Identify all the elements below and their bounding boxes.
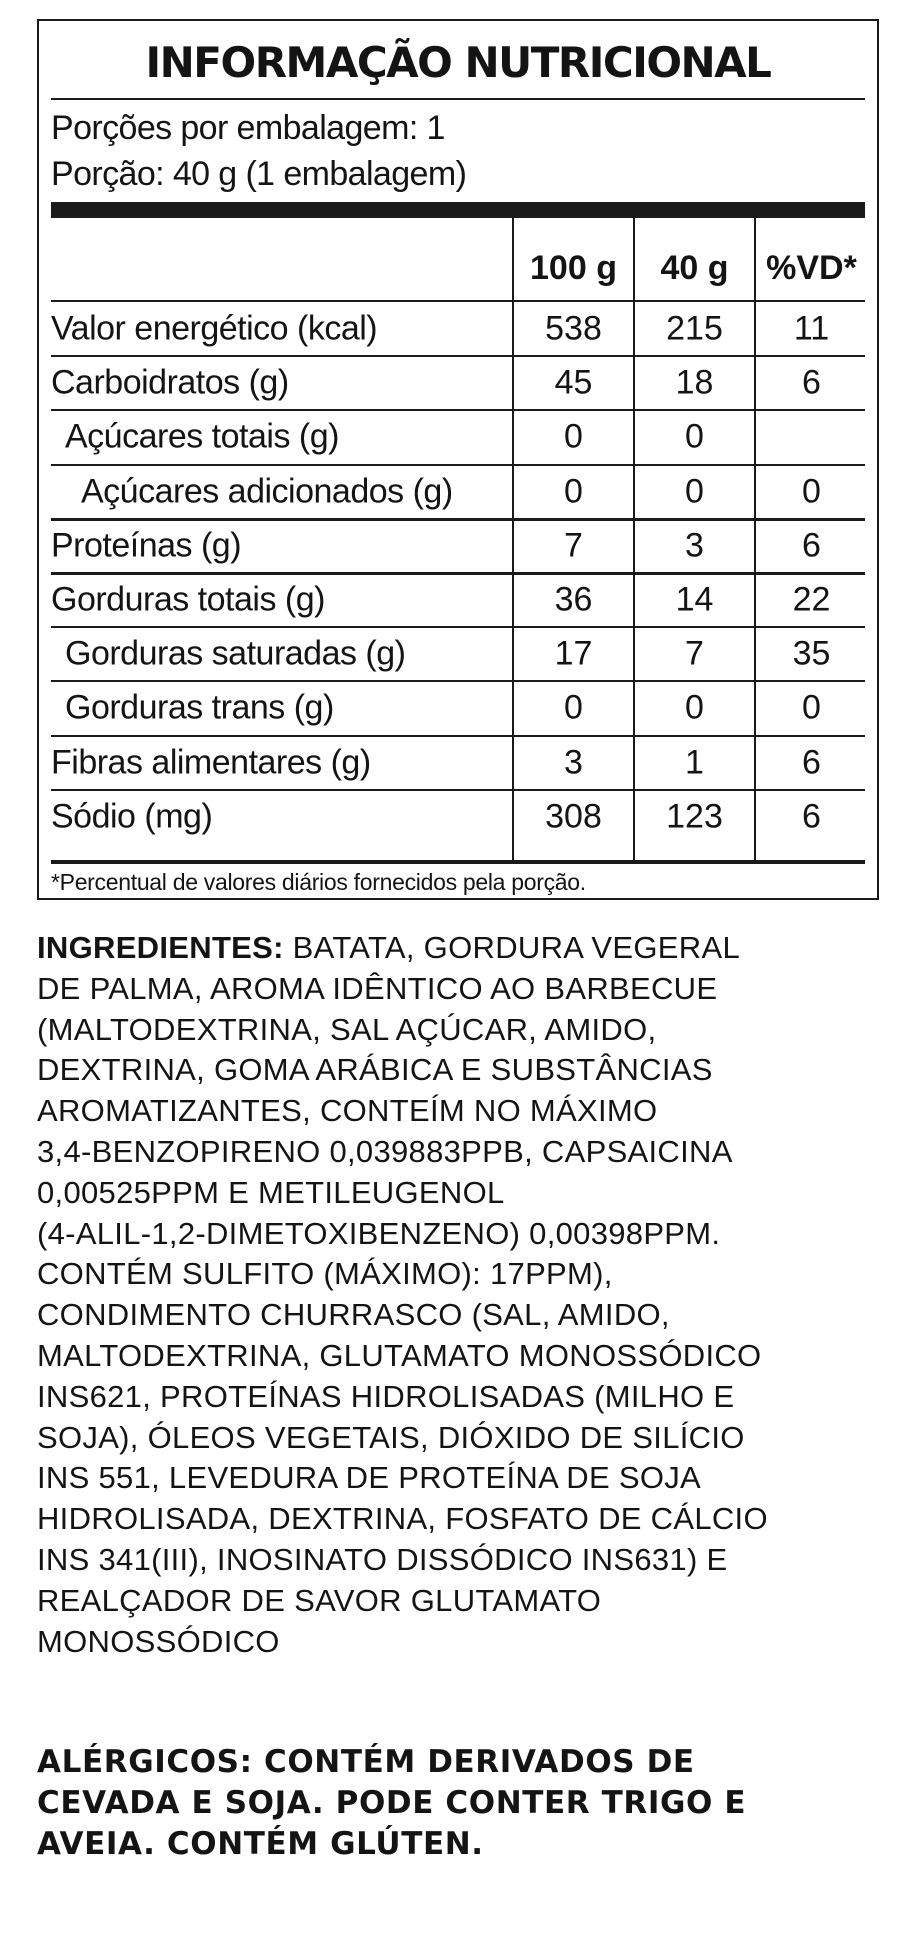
nutrition-row [51, 302, 865, 356]
footnote: *Percentual de valores diários fornecidos pela porção. [51, 869, 586, 895]
nutrient-label: Valor energético (kcal) [51, 309, 378, 348]
nutrition-row [51, 410, 865, 464]
allergens-line: AVEIA. CONTÉM GLÚTEN. [37, 1826, 484, 1862]
ingredients-line: 0,00525PPM E METILEUGENOL [37, 1174, 505, 1210]
ingredients-line: INS621, PROTEÍNAS HIDROLISADAS (MILHO E [37, 1378, 735, 1414]
ingredients-first-line [37, 928, 887, 969]
ingredients-line: MALTODEXTRINA, GLUTAMATO MONOSSÓDICO [37, 1337, 762, 1373]
nutrition-row [51, 519, 865, 573]
ingredients-line: CONTÉM SULFITO (MÁXIMO): 17PPM), [37, 1256, 613, 1292]
column-header-40g: 40 g [660, 249, 729, 287]
value-vd: 35 [792, 634, 831, 673]
nutrient-label: Gorduras saturadas (g) [65, 634, 406, 673]
value-100g: 0 [564, 688, 583, 727]
ingredients-line: BATATA, GORDURA VEGERAL [283, 930, 740, 965]
servings-per-package: Porções por embalagem: 1 [51, 109, 445, 147]
nutrition-row [51, 356, 865, 410]
ingredients-line: INS 341(III), INOSINATO DISSÓDICO INS631) E [37, 1541, 728, 1577]
serving-size: Porção: 40 g (1 embalagem) [51, 155, 467, 193]
value-40g: 7 [685, 634, 704, 673]
value-40g: 3 [685, 526, 704, 565]
ingredients-line: DE PALMA, AROMA IDÊNTICO AO BARBECUE [37, 970, 718, 1006]
ingredients-line: (4-ALIL-1,2-DIMETOXIBENZENO) 0,00398PPM. [37, 1215, 721, 1251]
nutrient-label: Proteínas (g) [51, 526, 242, 565]
value-vd: 22 [792, 580, 831, 619]
value-100g: 45 [554, 363, 593, 402]
ingredients-line: CONDIMENTO CHURRASCO (SAL, AMIDO, [37, 1297, 670, 1333]
value-40g: 1 [685, 743, 704, 782]
value-vd: 0 [802, 472, 821, 511]
nutrition-facts-panel [37, 19, 879, 900]
nutrition-row [51, 627, 865, 681]
value-vd: 0 [802, 688, 821, 727]
column-header-vd: %VD* [766, 249, 857, 287]
value-vd: 6 [802, 363, 821, 402]
value-40g: 123 [666, 797, 723, 836]
value-100g: 308 [545, 797, 602, 836]
value-100g: 3 [564, 743, 583, 782]
ingredients-line: INS 551, LEVEDURA DE PROTEÍNA DE SOJA [37, 1460, 702, 1496]
allergens-line: ALÉRGICOS: CONTÉM DERIVADOS DE [37, 1744, 695, 1780]
nutrition-row [51, 790, 865, 844]
value-100g: 0 [564, 417, 583, 456]
ingredients-line: MONOSSÓDICO [37, 1623, 280, 1659]
nutrient-label: Carboidratos (g) [51, 363, 289, 402]
title-divider [51, 98, 865, 100]
value-100g: 17 [554, 634, 593, 673]
value-vd: 6 [802, 743, 821, 782]
value-40g: 0 [685, 688, 704, 727]
ingredients-line: DEXTRINA, GOMA ARÁBICA E SUBSTÂNCIAS [37, 1052, 713, 1088]
ingredients-line: SOJA), ÓLEOS VEGETAIS, DIÓXIDO DE SILÍCIO [37, 1419, 745, 1455]
nutrition-row [51, 681, 865, 735]
nutrient-label: Açúcares totais (g) [65, 417, 339, 456]
thick-divider [51, 202, 865, 218]
value-40g: 0 [685, 472, 704, 511]
nutrient-label: Açúcares adicionados (g) [81, 472, 453, 511]
ingredients-line: 3,4-BENZOPIRENO 0,039883PPB, CAPSAICINA [37, 1133, 733, 1169]
value-100g: 538 [545, 309, 602, 348]
nutrition-row [51, 465, 865, 519]
allergens-block [37, 1742, 887, 1865]
ingredients-line: HIDROLISADA, DEXTRINA, FOSFATO DE CÁLCIO [37, 1501, 768, 1537]
value-40g: 14 [675, 580, 714, 619]
ingredients-line: REALÇADOR DE SAVOR GLUTAMATO [37, 1582, 602, 1618]
ingredients-line: AROMATIZANTES, CONTEÍM NO MÁXIMO [37, 1093, 658, 1129]
value-100g: 7 [564, 526, 583, 565]
nutrient-label: Fibras alimentares (g) [51, 743, 371, 782]
value-40g: 215 [666, 309, 723, 348]
value-vd: 6 [802, 526, 821, 565]
value-40g: 0 [685, 417, 704, 456]
value-40g: 18 [675, 363, 714, 402]
column-header-100g: 100 g [530, 249, 617, 287]
value-100g: 36 [554, 580, 593, 619]
nutrient-label: Sódio (mg) [51, 797, 213, 836]
value-vd: 6 [802, 797, 821, 836]
table-bottom-rule [51, 860, 865, 864]
value-vd: 11 [793, 309, 830, 348]
nutrition-title: INFORMAÇÃO NUTRICIONAL [145, 38, 771, 87]
nutrition-row [51, 573, 865, 627]
nutrient-label: Gorduras totais (g) [51, 580, 325, 619]
ingredients-block [37, 928, 887, 1662]
value-100g: 0 [564, 472, 583, 511]
ingredients-line: (MALTODEXTRINA, SAL AÇÚCAR, AMIDO, [37, 1011, 657, 1047]
allergens-line: CEVADA E SOJA. PODE CONTER TRIGO E [37, 1785, 747, 1821]
nutrient-label: Gorduras trans (g) [65, 688, 334, 727]
nutrition-row [51, 736, 865, 790]
ingredients-label: INGREDIENTES: [37, 930, 284, 965]
